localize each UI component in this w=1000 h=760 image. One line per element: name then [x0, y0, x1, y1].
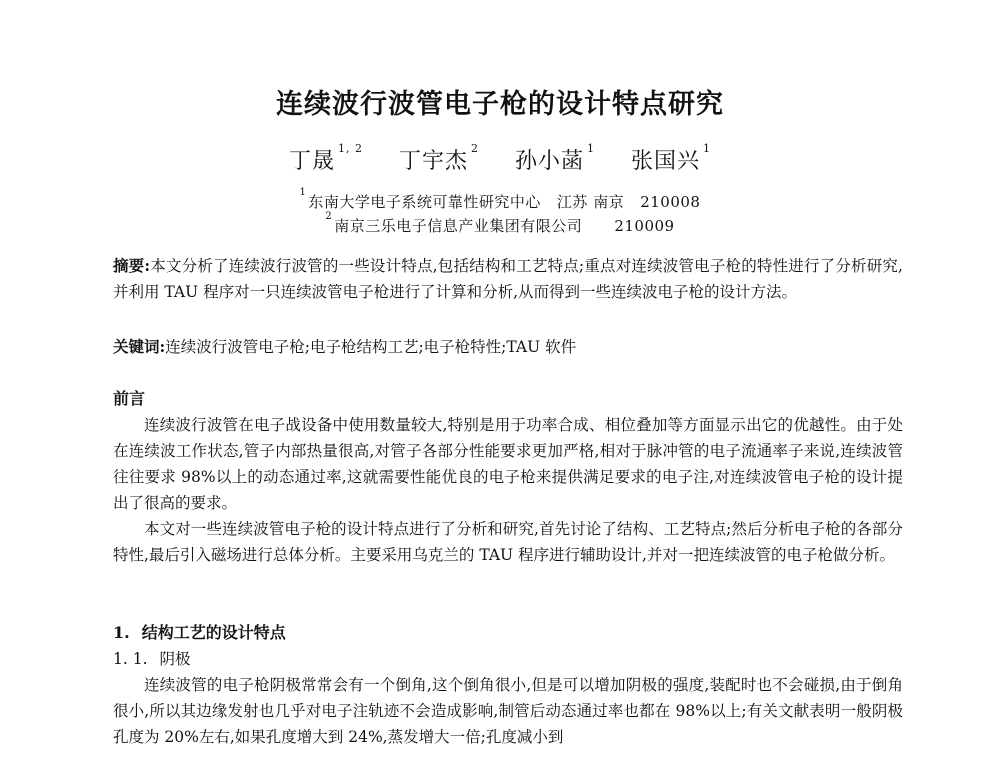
section-title: 结构工艺的设计特点 [141, 623, 286, 642]
intro-paragraph: 本文对一些连续波管电子枪的设计特点进行了分析和研究,首先讨论了结构、工艺特点;然后分析电子枪的各部分特性,最后引入磁场进行总体分析。主要采用乌克兰的 TAU 程序进行辅助设计,并对一把连续波管的电子枪做分析。 [113, 520, 903, 564]
intro-paragraph: 连续波行波管在电子战设备中使用数量较大,特别是用于功率合成、相位叠加等方面显示出它的优越性。由于处在连续波工作状态,管子内部热量很高,对管子各部分性能要求更加严格,相对于脉冲管的电子流通率子来说,连续波管往往要求 98%以上的动态通过率,这就需要性能优良的电子枪来提供满足要求的电子注,对连续波管电子枪的设计提出了很高的要求。 [113, 416, 903, 512]
paper-title: 连续波行波管电子枪的设计特点研究 [276, 89, 724, 120]
affiliation-mark: 1 [299, 187, 307, 198]
affiliation-1 [0, 187, 1000, 212]
affiliation-org: 东南大学电子系统可靠性研究中心 [308, 193, 541, 211]
section-paragraph: 连续波管的电子枪阴极常常会有一个倒角,这个倒角很小,但是可以增加阴极的强度,装配时也不会碰损,由于倒角很小,所以其边缘发射也几乎对电子注轨迹不会造成影响,制管后动态通过率也都在 98%以上;有关文献表明一般阴极孔度为 20%左右,如果孔度增大到 24%,蒸发增大一倍;孔度减小到 [113, 676, 903, 746]
author-name: 张国兴 [631, 149, 701, 174]
section-1 [113, 620, 903, 750]
keywords [113, 334, 903, 360]
author [289, 144, 363, 175]
affiliation-postcode: 210009 [614, 217, 675, 235]
section-heading [113, 620, 903, 646]
subsection-title: 阴极 [159, 650, 191, 668]
section-number: 1. [113, 623, 130, 642]
author-name: 孙小菡 [515, 149, 585, 174]
keywords-text: 连续波行波管电子枪;电子枪结构工艺;电子枪特性;TAU 软件 [165, 338, 577, 356]
abstract-text: 本文分析了连续波行波管的一些设计特点,包括结构和工艺特点;重点对连续波管电子枪的特性进行了分析研究,并利用 TAU 程序对一只连续波管电子枪进行了计算和分析,从而得到一些连续波电子枪的设计方法。 [113, 257, 903, 301]
author-affiliation-mark: 1, 2 [337, 142, 363, 155]
intro-heading: 前言 [113, 389, 146, 408]
author [631, 144, 711, 175]
abstract [113, 253, 903, 305]
abstract-label: 摘要: [113, 256, 151, 275]
keywords-label: 关键词: [113, 337, 166, 356]
subsection-number: 1. 1. [113, 650, 148, 668]
affiliation-2 [0, 211, 1000, 236]
author-list [0, 144, 1000, 175]
author-name: 丁晟 [288, 149, 335, 174]
affiliation-place: 江苏 南京 [556, 193, 625, 211]
author-affiliation-mark: 1 [587, 142, 596, 155]
author-affiliation-mark: 1 [703, 142, 712, 155]
author-affiliation-mark: 2 [471, 142, 479, 155]
affiliation-org: 南京三乐电子信息产业集团有限公司 [334, 217, 583, 235]
affiliation-postcode: 210008 [640, 193, 701, 211]
intro-section [113, 386, 903, 568]
affiliation-mark: 2 [325, 211, 333, 222]
author [399, 144, 479, 175]
author-name: 丁宇杰 [398, 149, 468, 174]
author [515, 144, 595, 175]
subsection-heading [113, 646, 903, 672]
